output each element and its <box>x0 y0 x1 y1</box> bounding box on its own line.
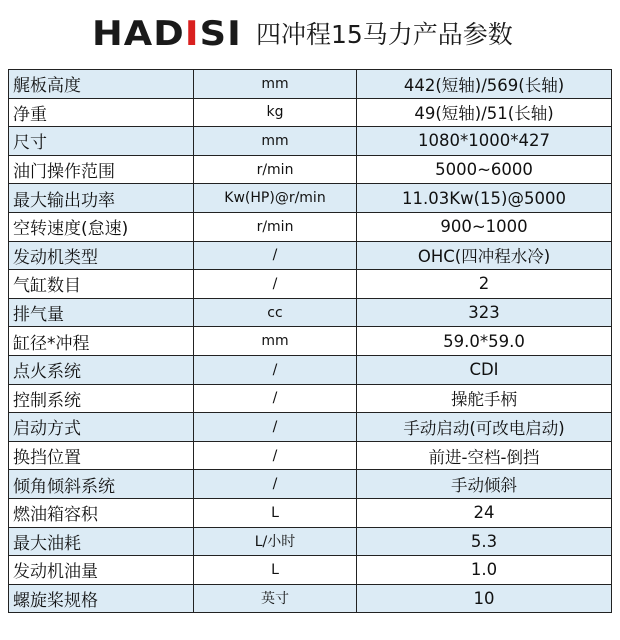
spec-value-cell: 操舵手柄 <box>357 384 612 413</box>
spec-value-cell: 323 <box>357 298 612 327</box>
spec-value-cell: 24 <box>357 498 612 527</box>
spec-name-cell: 油门操作范围 <box>9 155 194 184</box>
spec-value-cell: 442(短轴)/569(长轴) <box>357 70 612 99</box>
spec-value-cell: 49(短轴)/51(长轴) <box>357 98 612 127</box>
spec-unit-cell: / <box>194 355 357 384</box>
spec-value-cell: 手动启动(可改电启动) <box>357 413 612 442</box>
table-row <box>9 70 612 99</box>
table-row <box>9 98 612 127</box>
spec-value-cell: 5000~6000 <box>357 155 612 184</box>
page-title: 四冲程15马力产品参数 <box>256 20 513 49</box>
spec-unit-cell: / <box>194 384 357 413</box>
table-row <box>9 212 612 241</box>
table-row <box>9 155 612 184</box>
table-row <box>9 355 612 384</box>
table-row <box>9 241 612 270</box>
spec-name-cell: 螺旋桨规格 <box>9 584 194 613</box>
spec-unit-cell: Kw(HP)@r/min <box>194 184 357 213</box>
spec-value-cell: 900~1000 <box>357 212 612 241</box>
spec-name-cell: 缸径*冲程 <box>9 327 194 356</box>
spec-unit-cell: L <box>194 556 357 585</box>
table-row <box>9 441 612 470</box>
table-row <box>9 327 612 356</box>
brand-logo-part2: SI <box>199 14 242 54</box>
spec-name-cell: 排气量 <box>9 298 194 327</box>
spec-unit-cell: L <box>194 498 357 527</box>
spec-unit-cell: r/min <box>194 155 357 184</box>
spec-name-cell: 燃油箱容积 <box>9 498 194 527</box>
table-row <box>9 498 612 527</box>
spec-name-cell: 最大输出功率 <box>9 184 194 213</box>
spec-value-cell: OHC(四冲程水冷) <box>357 241 612 270</box>
table-row <box>9 470 612 499</box>
brand-logo-accent: I <box>184 14 200 54</box>
spec-name-cell: 发动机油量 <box>9 556 194 585</box>
table-row <box>9 270 612 299</box>
spec-value-cell: 前进-空档-倒挡 <box>357 441 612 470</box>
spec-name-cell: 启动方式 <box>9 413 194 442</box>
spec-unit-cell: 英寸 <box>194 584 357 613</box>
spec-name-cell: 净重 <box>9 98 194 127</box>
table-row <box>9 556 612 585</box>
brand-logo <box>92 16 242 52</box>
spec-name-cell: 发动机类型 <box>9 241 194 270</box>
spec-unit-cell: cc <box>194 298 357 327</box>
spec-name-cell: 艉板高度 <box>9 70 194 99</box>
table-row <box>9 384 612 413</box>
table-row <box>9 413 612 442</box>
spec-unit-cell: kg <box>194 98 357 127</box>
spec-value-cell: 10 <box>357 584 612 613</box>
spec-value-cell: 59.0*59.0 <box>357 327 612 356</box>
spec-name-cell: 倾角倾斜系统 <box>9 470 194 499</box>
spec-table-body <box>9 70 612 613</box>
spec-unit-cell: / <box>194 413 357 442</box>
spec-unit-cell: / <box>194 270 357 299</box>
spec-unit-cell: / <box>194 470 357 499</box>
spec-name-cell: 气缸数目 <box>9 270 194 299</box>
spec-unit-cell: r/min <box>194 212 357 241</box>
spec-name-cell: 换挡位置 <box>9 441 194 470</box>
spec-value-cell: 5.3 <box>357 527 612 556</box>
spec-name-cell: 空转速度(怠速) <box>9 212 194 241</box>
spec-table <box>8 69 612 613</box>
spec-value-cell: 1.0 <box>357 556 612 585</box>
spec-unit-cell: mm <box>194 327 357 356</box>
table-row <box>9 184 612 213</box>
table-row <box>9 584 612 613</box>
table-row <box>9 298 612 327</box>
brand-logo-part1: HAD <box>92 14 185 54</box>
spec-value-cell: 1080*1000*427 <box>357 127 612 156</box>
page-header <box>0 0 620 68</box>
spec-value-cell: 11.03Kw(15)@5000 <box>357 184 612 213</box>
spec-name-cell: 最大油耗 <box>9 527 194 556</box>
spec-unit-cell: mm <box>194 70 357 99</box>
spec-value-cell: 手动倾斜 <box>357 470 612 499</box>
table-row <box>9 127 612 156</box>
spec-unit-cell: / <box>194 441 357 470</box>
table-row <box>9 527 612 556</box>
spec-value-cell: 2 <box>357 270 612 299</box>
spec-unit-cell: L/小时 <box>194 527 357 556</box>
spec-name-cell: 尺寸 <box>9 127 194 156</box>
spec-unit-cell: / <box>194 241 357 270</box>
spec-name-cell: 点火系统 <box>9 355 194 384</box>
spec-value-cell: CDI <box>357 355 612 384</box>
spec-name-cell: 控制系统 <box>9 384 194 413</box>
spec-unit-cell: mm <box>194 127 357 156</box>
